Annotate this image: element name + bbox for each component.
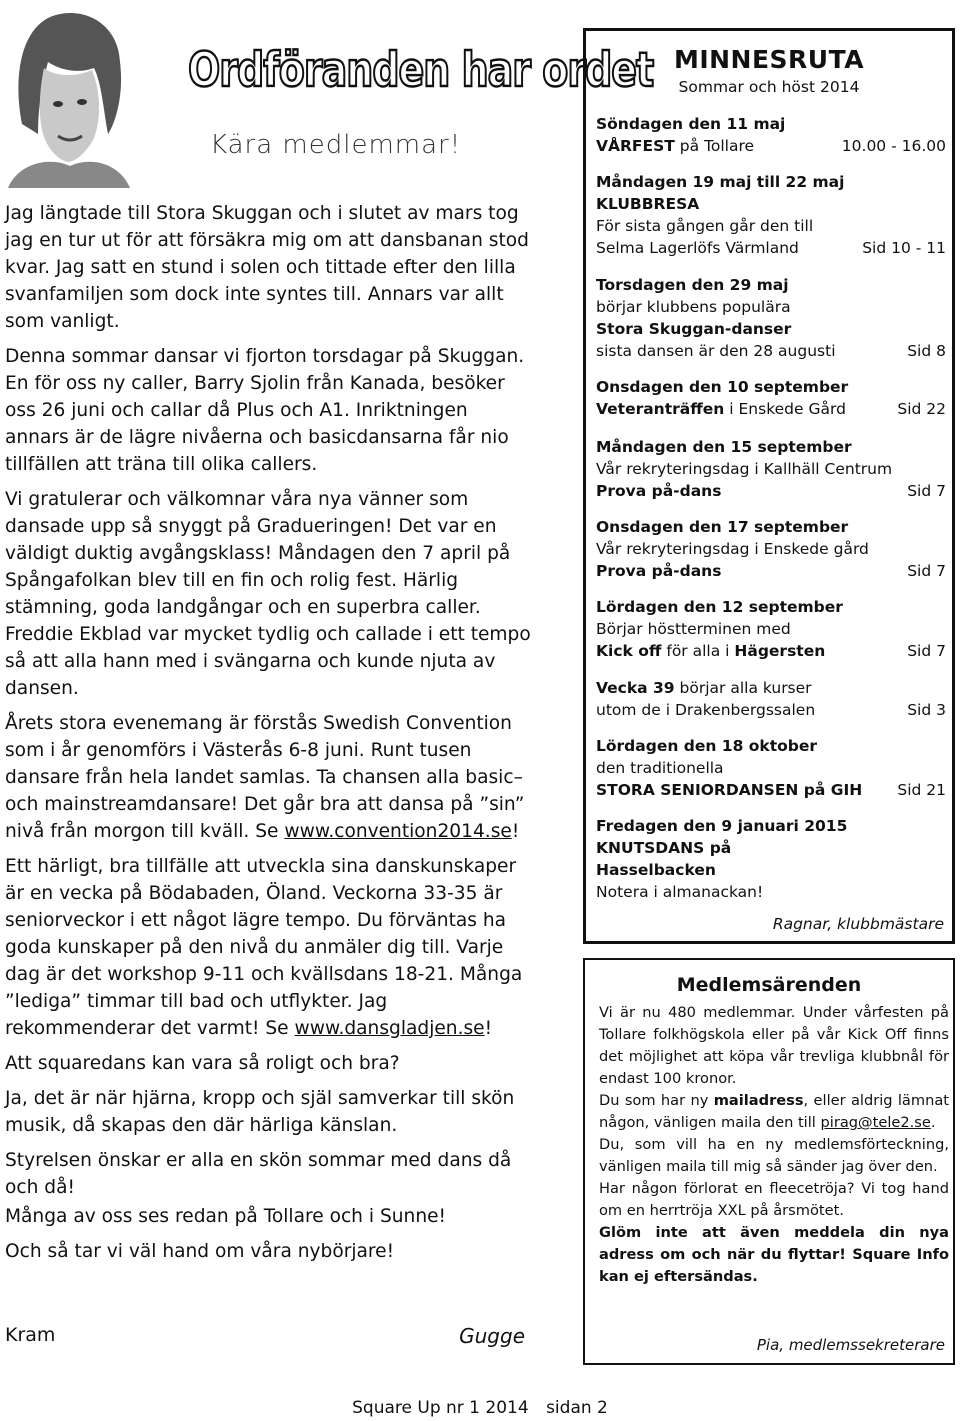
event-item (596, 815, 946, 903)
event-name: Prova på-dans (596, 562, 722, 580)
event-item (596, 171, 946, 259)
chairman-letter (5, 200, 531, 1273)
event-line: Vår rekryteringsdag i Kallhäll Centrum (596, 460, 893, 478)
event-date: Onsdagen den 10 september (596, 378, 849, 396)
paragraph: Att squaredans kan vara så roligt och bra? (5, 1053, 400, 1074)
author-photo (8, 4, 130, 188)
medlem-paragraph: Har någon förlorat en fleecetröja? Vi tog hand om en herrtröja XXL på årsmötet. (599, 1180, 949, 1219)
event-line: sista dansen är den 28 augusti (596, 342, 836, 360)
medlem-title: Medlemsärenden (676, 974, 862, 996)
event-line: Notera i almanackan! (596, 883, 764, 901)
event-name: KLUBBRESA (596, 195, 700, 213)
minnesruta-box (583, 28, 955, 944)
dansgladjen-link[interactable]: www.dansgladjen.se (294, 1018, 485, 1039)
closing-text: Kram (5, 1324, 56, 1346)
event-line: Vår rekryteringsdag i Enskede gård (596, 540, 869, 558)
event-name: VÅRFEST (596, 137, 675, 155)
paragraph (5, 710, 531, 845)
page-ref: Sid 3 (907, 701, 946, 719)
event-place: Hasselbacken (596, 861, 716, 879)
minnesruta-title: MINNESRUTA (673, 45, 865, 74)
medlem-body (599, 1002, 949, 1288)
medlem-paragraph: Glöm inte att även meddela din nya adress om och när du flyttar! Square Info kan ej eftersändas. (599, 1224, 949, 1285)
medlem-paragraph: Du, som vill ha en ny medlemsförteckning, vänligen maila till mig så sänder jag över den. (599, 1136, 949, 1175)
medlem-text: , eller aldrig lämnat någon, vänligen maila den till (599, 1092, 949, 1131)
event-line: Börjar höstterminen med (596, 620, 791, 638)
event-date: Söndagen den 11 maj (596, 115, 786, 133)
paragraph: Ja, det är när hjärna, kropp och själ samverkar till skön musik, då skapas den där härliga känslan. (5, 1088, 515, 1136)
event-line: den traditionella (596, 759, 724, 777)
page-ref: Sid 22 (897, 400, 946, 418)
event-name: Stora Skuggan-danser (596, 320, 792, 338)
medlem-paragraph (599, 1090, 949, 1134)
paragraph: Styrelsen önskar er alla en skön sommar med dans då och då! (5, 1150, 512, 1198)
event-line: utom de i Drakenbergssalen (596, 701, 816, 719)
page-ref: Sid 7 (907, 562, 946, 580)
event-name: Prova på-dans (596, 482, 722, 500)
page-ref: Sid 7 (907, 642, 946, 660)
event-date: Onsdagen den 17 september (596, 518, 849, 536)
event-name: KNUTSDANS på (596, 839, 732, 857)
paragraph-text: Årets stora evenemang är förstås Swedish Convention som i år genomförs i Västerås 6-8 juni. Runt tusen dansare från hela landet samlas. Ta chansen alla basic– och mainstreamdansare! Det går bra att dansa på ”sin” nivå från morgon till kväll. Se (5, 713, 525, 842)
mailadress-label: mailadress (713, 1092, 804, 1109)
medlem-signature: Pia, medlemssekreterare (756, 1336, 945, 1354)
event-item (596, 436, 946, 502)
event-line: börjar klubbens populära (596, 298, 791, 316)
paragraph: Denna sommar dansar vi fjorton torsdagar på Skuggan. En för oss ny caller, Barry Sjolin från Kanada, besöker oss 26 juni och callar då Plus och A1. Inriktningen annars är de lägre nivåerna och basicdansarna får nio tillfällen att träna till olika callers. (5, 346, 525, 475)
event-line: för alla i (666, 642, 730, 660)
page-ref: Sid 8 (907, 342, 946, 360)
event-item (596, 735, 946, 801)
paragraph (5, 853, 531, 1042)
event-name: Veteranträffen (596, 400, 725, 418)
event-item (596, 516, 946, 582)
paragraph: Många av oss ses redan på Tollare och i Sunne! (5, 1206, 447, 1227)
minnesruta-subtitle: Sommar och höst 2014 (678, 78, 860, 96)
convention-link[interactable]: www.convention2014.se (284, 821, 512, 842)
minnesruta-signature: Ragnar, klubbmästare (772, 915, 944, 933)
event-item (596, 596, 946, 662)
event-place: på Tollare (679, 137, 755, 155)
event-name: Kick off (596, 642, 662, 660)
page-number: sidan 2 (546, 1398, 608, 1418)
exclamation: ! (511, 821, 520, 842)
page-ref: Sid 7 (907, 482, 946, 500)
event-date: Måndagen 19 maj till 22 maj (596, 173, 845, 191)
event-place: i Enskede Gård (729, 400, 846, 418)
email-link[interactable]: pirag@tele2.se (820, 1114, 931, 1131)
event-date: Måndagen den 15 september (596, 438, 852, 456)
event-date: Lördagen den 18 oktober (596, 737, 818, 755)
event-item (596, 113, 946, 157)
event-date: Lördagen den 12 september (596, 598, 843, 616)
medlem-box (583, 958, 955, 1365)
event-item (596, 274, 946, 362)
medlem-text: . (930, 1114, 936, 1131)
event-date: Fredagen den 9 januari 2015 (596, 817, 848, 835)
event-line: Selma Lagerlöfs Värmland (596, 239, 799, 257)
event-line: börjar alla kurser (679, 679, 812, 697)
event-item (596, 376, 946, 420)
event-line: För sista gången går den till (596, 217, 814, 235)
page-ref: Sid 10 - 11 (862, 239, 946, 257)
page-footer (0, 1398, 960, 1418)
event-name: STORA SENIORDANSEN på GIH (596, 781, 863, 799)
event-item (596, 677, 946, 721)
event-time: 10.00 - 16.00 (841, 137, 946, 155)
publication-name: Square Up nr 1 2014 (352, 1398, 529, 1418)
paragraph: Jag längtade till Stora Skuggan och i slutet av mars tog jag en tur ut för att försäkra mig om att dansbanan stod kvar. Jag satt en stund i solen och tittade efter den lilla svanfamiljen som dock inte syntes till. Annars var allt som vanligt. (5, 203, 529, 332)
medlem-paragraph: Vi är nu 480 medlemmar. Under vårfesten på Tollare folkhögskola eller på vår Kick Off finns det möjlighet att köpa vår trevliga klubbnål för endast 100 kronor. (599, 1004, 949, 1087)
salutation: Kära medlemmar! (210, 130, 462, 160)
exclamation: ! (484, 1018, 493, 1039)
page-title: Ordföranden har ordet (188, 42, 654, 97)
event-week: Vecka 39 (596, 679, 675, 697)
medlem-text: Du som har ny (599, 1092, 709, 1109)
event-date: Torsdagen den 29 maj (596, 276, 789, 294)
page-ref: Sid 21 (897, 781, 946, 799)
signature: Gugge (459, 1324, 525, 1348)
event-place: Hägersten (734, 642, 826, 660)
paragraph-text: Ett härligt, bra tillfälle att utveckla sina danskunskaper är en vecka på Bödabaden, Öland. Veckorna 33-35 är seniorveckor i ett något lägre tempo. Du förväntas ha goda kunskaper på den nivå du anmäler dig till. Varje dag är det workshop 9-11 och kvällsdans 18-21. Många ”lediga” timmar till bad och utflykter. Jag rekommenderar det varmt! Se (5, 856, 523, 1039)
paragraph: Och så tar vi väl hand om våra nybörjare! (5, 1241, 395, 1262)
paragraph: Vi gratulerar och välkomnar våra nya vänner som dansade upp så snyggt på Gradueringen! Det var en väldigt duktig avgångsklass! Måndagen den 7 april på Spångafolkan blev till en fin och rolig fest. Härlig stämning, goda landgångar och en superbra caller. Freddie Ekblad var mycket tydlig och callade i ett tempo så att alla hann med i svängarna och kunde njuta av dansen. (5, 489, 531, 699)
closing-row (5, 1324, 531, 1346)
